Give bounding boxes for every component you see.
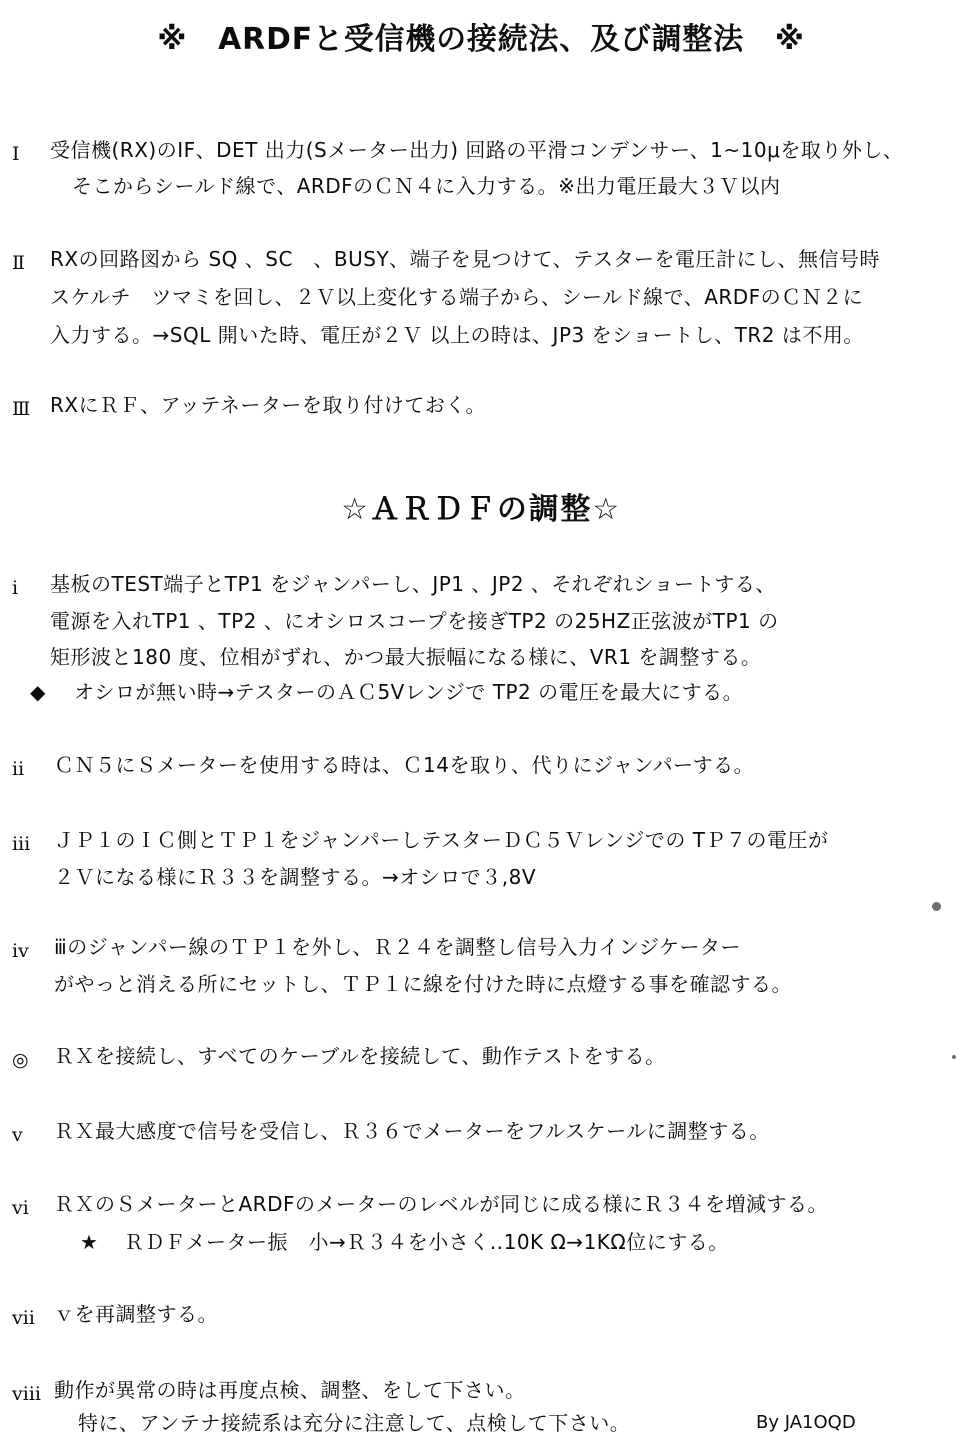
step-double-circle-line-1: ＲＸを接続し、すべてのケーブルを接続して、動作テストをする。 [54,1044,666,1068]
step-iii-line-1: ＪＰ１のＩＣ側とＴＰ１をジャンパーしテスターＤＣ５Ｖレンジでの TＰ７の電圧が [54,828,829,852]
step-vii-line-1: ｖを再調整する。 [54,1302,218,1326]
step-III-line-1: RXにＲＦ、アッテネーターを取り付けておく。 [50,393,486,417]
step-II-line-2: スケルチ ツマミを回し、２Ｖ以上変化する端子から、シールド線で、ARDFのＣＮ２に [50,285,864,309]
step-label-i: ⅰ [12,577,19,599]
step-vi-line-1: ＲＸのＳメーターとARDFのメーターのレベルが同じに成る様にＲ３４を増減する。 [54,1192,828,1216]
step-iii-line-2: ２Ｖになる様にＲ３３を調整する。→オシロで３,8V [54,865,537,889]
step-i-line-2: 電源を入れTP1 、TP2 、にオシロスコープを接ぎTP2 の25HZ正弦波がTP1 の [50,609,779,633]
step-vi-note: ＲＤＦメーター振 小→Ｒ３４を小さく‥10K Ω→1KΩ位にする。 [124,1230,729,1254]
step-label-III: Ⅲ [12,398,31,420]
step-I-line-1: 受信機(RX)のIF、DET 出力(Sメーター出力) 回路の平滑コンデンサー、1~10μを取り外し、 [50,138,904,162]
author-byline: By JA1OQD [756,1412,856,1433]
step-label-I: Ⅰ [12,143,20,165]
adjust-title: ☆ＡＲＤＦの調整☆ [341,492,622,527]
step-II-line-1: RXの回路図から SQ 、SC 、BUSY、端子を見つけて、テスターを電圧計にし、無信号時 [50,247,880,271]
step-label-v: ⅴ [12,1124,23,1146]
page-title: ※ ARDFと受信機の接続法、及び調整法 ※ [157,22,805,57]
step-viii-line-2: 特に、アンテナ接続系は充分に注意して、点検して下さい。 [78,1411,631,1435]
scan-speck [952,1055,956,1059]
step-label-ii: ⅱ [12,758,25,780]
step-viii-line-1: 動作が異常の時は再度点検、調整、をして下さい。 [54,1378,526,1402]
step-II-line-3: 入力する。→SQL 開いた時、電圧が２Ｖ 以上の時は、JP3 をショートし、TR2 は不用。 [50,323,864,347]
step-iv-line-2: がやっと消える所にセットし、ＴＰ１に線を付けた時に点燈する事を確認する。 [54,972,792,996]
step-ii-line-1: ＣＮ５にＳメーターを使用する時は、Ｃ14を取り、代りにジャンパーする。 [54,753,755,777]
step-label-iii: ⅲ [12,833,31,855]
step-label-iv: ⅳ [12,940,29,962]
step-I-line-2: そこからシールド線で、ARDFのＣＮ４に入力する。※出力電圧最大３Ｖ以内 [72,174,781,198]
step-v-line-1: ＲＸ最大感度で信号を受信し、Ｒ３６でメーターをフルスケールに調整する。 [54,1119,770,1143]
diamond-marker: ◆ [30,680,46,704]
step-label-viii: ⅷ [12,1383,41,1405]
scan-speck [932,902,941,911]
step-label-II: Ⅱ [12,252,25,274]
step-label-vii: ⅶ [12,1307,35,1329]
step-iv-line-1: ⅲのジャンパー線のＴＰ１を外し、Ｒ２４を調整し信号入力インジケーター [54,935,742,959]
step-i-note: オシロが無い時→テスターのＡＣ5Vレンジで TP2 の電圧を最大にする。 [74,680,744,704]
step-i-line-1: 基板のTEST端子とTP1 をジャンパーし、JP1 、JP2 、それぞれショートする、 [50,572,776,596]
star-marker: ★ [80,1230,98,1254]
step-label-double-circle: ◎ [12,1049,29,1071]
step-label-vi: ⅵ [12,1197,29,1219]
step-i-line-3: 矩形波と180 度、位相がずれ、かつ最大振幅になる様に、VR1 を調整する。 [50,645,762,669]
